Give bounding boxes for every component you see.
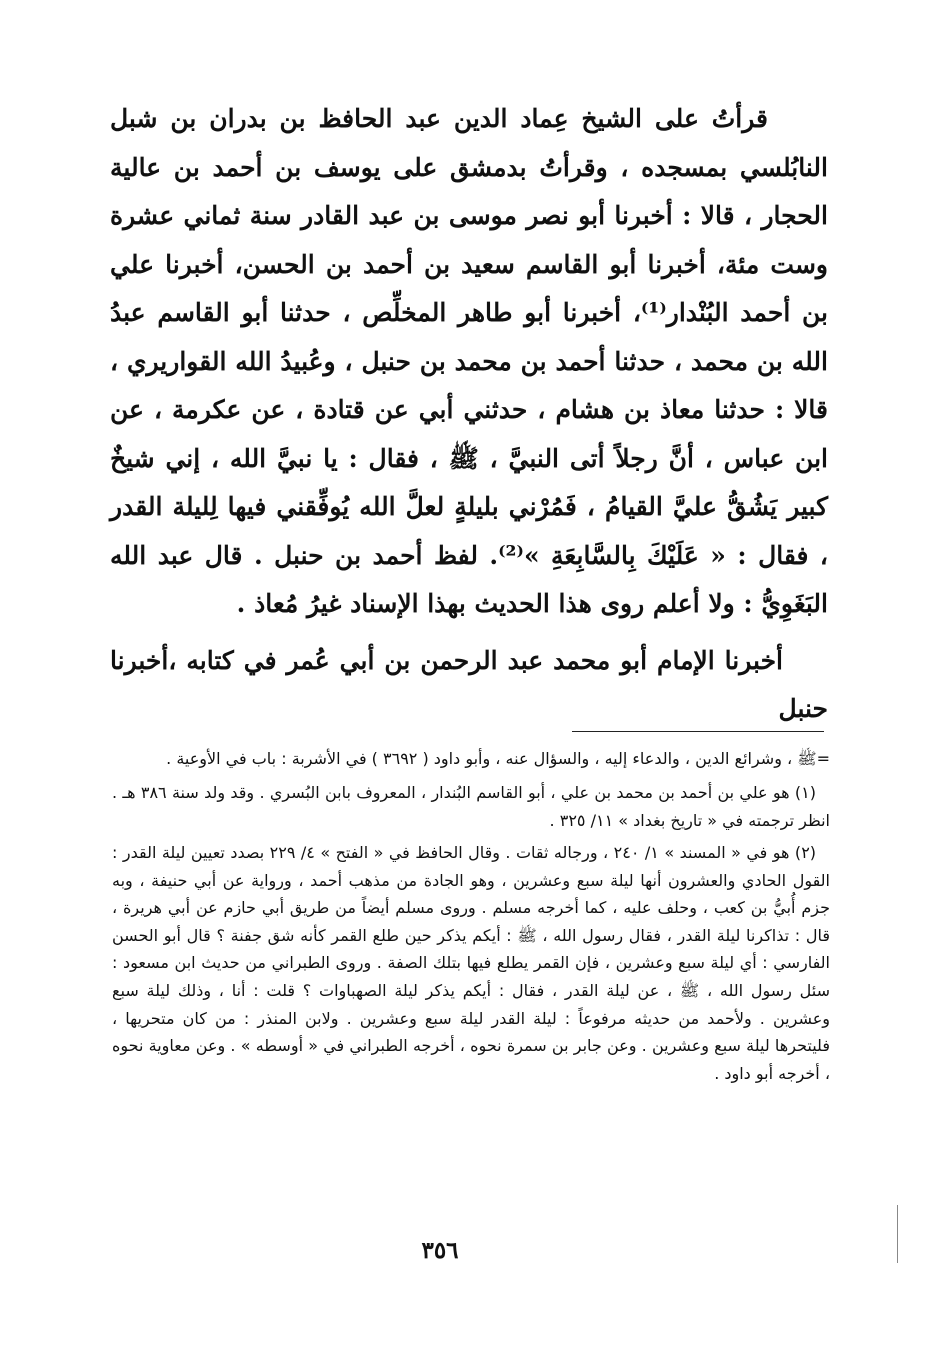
page-number: ٣٥٦: [421, 1237, 459, 1264]
main-text: [110, 95, 828, 734]
main-paragraph-1: قرأتُ على الشيخ عِماد الدين عبد الحافظ بن بدران بن شبل النابُلسي بمسجده ، وقرأتُ بدمشق على يوسف بن أحمد بن عالية الحجار ، قالا : أخبرنا أبو نصر موسى بن عبد القادر سنة ثماني عشرة وست مئة، أخبرنا أبو القاسم سعيد بن أحمد بن الحسن، أخبرنا علي بن أحمد البُنْدار⁽¹⁾، أخبرنا أبو طاهر المخلِّص ، حدثنا أبو القاسم عبدُ الله بن محمد ، حدثنا أحمد بن محمد بن حنبل ، وعُبيدُ الله القواريري ، قالا : حدثنا معاذ بن هشام ، حدثني أبي عن قتادة ، عن عكرمة ، عن ابن عباس ، أنَّ رجلاً أتى النبيَّ ، ﷺ ، فقال : يا نبيَّ الله ، إني شيخٌ كبير يَشُقُّ عليَّ القيامُ ، فَمُرْني بليلةٍ لعلَّ الله يُوفِّقني فيها لِليلة القدر ، فقال : « عَلَيْكَ بِالسَّابِعَةِ »⁽²⁾. لفظ أحمد بن حنبل . قال عبد الله البَغَوِيُّ : ولا أعلم روى هذا الحديث بهذا الإسناد غيرُ مُعاذ .: [110, 104, 828, 618]
footnote-separator: [572, 731, 824, 732]
footnote-continuation: =ﷺ ، وشرائع الدين ، والدعاء إليه ، والسؤال عنه ، وأبو داود ( ٣٦٩٢ ) في الأشربة : باب في الأوعية .: [166, 749, 830, 768]
footnote-1: (١) هو علي بن أحمد بن محمد بن علي ، أبو القاسم البُندار ، المعروف بابن البُسري . وقد ولد سنة ٣٨٦ هـ . انظر ترجمته في « تاريخ بغداد » ١١/ ٣٢٥ .: [112, 783, 830, 830]
footnote-2: (٢) هو في « المسند » ١/ ٢٤٠ ، ورجاله ثقات . وقال الحافظ في « الفتح » ٤/ ٢٢٩ بصدد تعيين ليلة القدر : القول الحادي والعشرون أنها ليلة سبع وعشرين ، وهو الجادة من مذهب أحمد ، ورواية عن أبي حنيفة ، وبه جزم أُبيُّ بن كعب ، وحلف عليه ، كما أخرجه مسلم . وروى مسلم أيضاً من طريق أبي حازم عن أبي هريرة ، قال : تذاكرنا ليلة القدر ، فقال رسول الله ، ﷺ : أيكم يذكر حين طلع القمر كأنه شق جفنة ؟ قال أبو الحسن الفارسي : أي ليلة سبع وعشرين ، فإن القمر يطلع فيها بتلك الصفة . وروى الطبراني من حديث ابن مسعود : سئل رسول الله ، ﷺ ، عن ليلة القدر ، فقال : أيكم يذكر ليلة الصهباوات ؟ قلت : أنا ، وذلك ليلة سبع وعشرين . ولأحمد من حديثه مرفوعاً : ليلة القدر ليلة سبع وعشرين . ولابن المنذر : من كان متحريها ، فليتحرها ليلة سبع وعشرين . وعن جابر بن سمرة نحوه ، أخرجه الطبراني في « أوسطه » . وعن معاوية نحوه ، أخرجه أبو داود .: [112, 843, 830, 1083]
main-paragraph-2: أخبرنا الإمام أبو محمد عبد الرحمن بن أبي عُمر في كتابه ،أخبرنا حنبل: [110, 645, 828, 723]
footnotes: [112, 745, 830, 1091]
margin-mark: [897, 1205, 898, 1263]
